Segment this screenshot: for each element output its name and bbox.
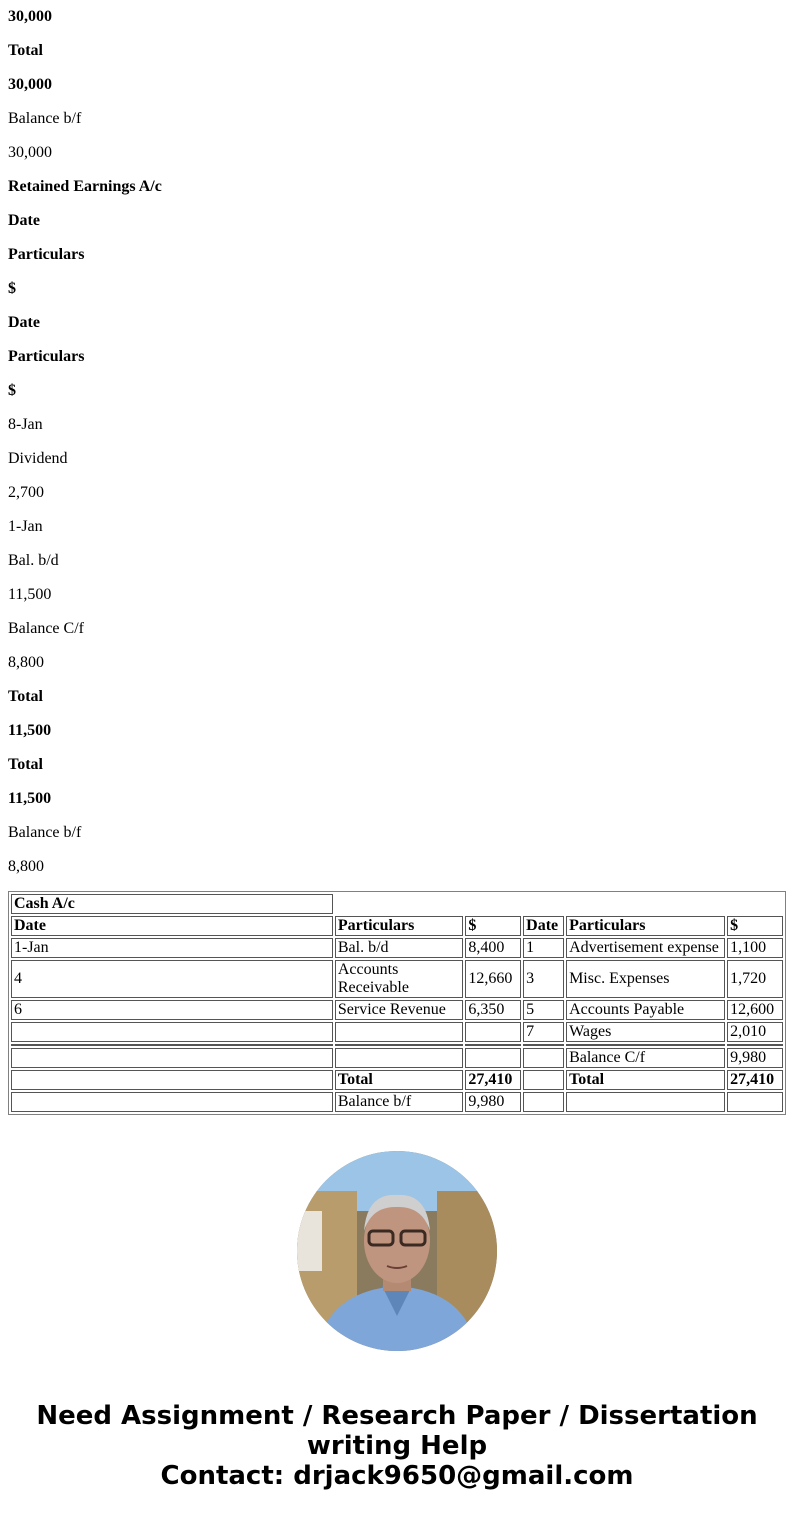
text-line: Balance b/f xyxy=(8,824,82,841)
table-cell: Advertisement expense xyxy=(566,938,725,958)
text-line: 30,000 xyxy=(8,8,52,25)
text-line: Balance b/f xyxy=(8,110,82,127)
text-line: 11,500 xyxy=(8,790,52,807)
text-line: Date xyxy=(8,212,40,229)
text-line: Total xyxy=(8,688,43,705)
table-cell: 6,350 xyxy=(465,1000,521,1020)
text-line: Bal. b/d xyxy=(8,552,59,569)
table-cell xyxy=(465,1022,521,1042)
cash-account-table xyxy=(8,891,786,1115)
table-cell: 8,400 xyxy=(465,938,521,958)
table-cell: Accounts Receivable xyxy=(335,960,464,998)
table-cell: 1 xyxy=(523,938,564,958)
table-cell: $ xyxy=(465,916,521,936)
text-line: Total xyxy=(8,42,43,59)
table-cell: Date xyxy=(11,916,333,936)
table-cell xyxy=(335,1048,464,1068)
table-cell: 6 xyxy=(11,1000,333,1020)
table-cell xyxy=(465,1048,521,1068)
table-cell: Date xyxy=(523,916,564,936)
table-cell xyxy=(11,1048,333,1068)
table-cell: 7 xyxy=(523,1022,564,1042)
table-cell: Particulars xyxy=(566,916,725,936)
table-cell xyxy=(727,1092,783,1112)
table-cell: 9,980 xyxy=(465,1092,521,1112)
table-cell: Total xyxy=(335,1070,464,1090)
text-line: $ xyxy=(8,382,16,399)
table-cell: 1-Jan xyxy=(11,938,333,958)
table-cell: 3 xyxy=(523,960,564,998)
text-line: Dividend xyxy=(8,450,68,467)
table-cell xyxy=(523,1092,564,1112)
table-cell: 5 xyxy=(523,1000,564,1020)
promo-line: Need Assignment / Research Paper / Dissertation writing Help xyxy=(36,1401,758,1461)
text-line: Retained Earnings A/c xyxy=(8,178,162,195)
text-line: 30,000 xyxy=(8,76,52,93)
table-cell: Total xyxy=(566,1070,725,1090)
table-title: Cash A/c xyxy=(11,894,333,914)
table-cell: 27,410 xyxy=(727,1070,783,1090)
table-cell: Wages xyxy=(566,1022,725,1042)
table-cell xyxy=(566,1092,725,1112)
table-cell: Balance b/f xyxy=(335,1092,464,1112)
text-line: 11,500 xyxy=(8,722,52,739)
table-row xyxy=(11,1000,783,1020)
table-cell: 27,410 xyxy=(465,1070,521,1090)
table-cell: $ xyxy=(727,916,783,936)
promo-banner xyxy=(0,1401,794,1491)
table-row xyxy=(11,1092,783,1112)
author-photo xyxy=(297,1151,497,1351)
table-row xyxy=(11,960,783,998)
text-line: 2,700 xyxy=(8,484,44,501)
contact-line: Contact: drjack9650@gmail.com xyxy=(160,1461,634,1491)
table-cell: Particulars xyxy=(335,916,464,936)
text-line: Total xyxy=(8,756,43,773)
table-cell: Bal. b/d xyxy=(335,938,464,958)
table-cell: 1,720 xyxy=(727,960,783,998)
table-cell xyxy=(335,1022,464,1042)
table-cell: Service Revenue xyxy=(335,1000,464,1020)
table-cell xyxy=(523,1070,564,1090)
table-cell: 2,010 xyxy=(727,1022,783,1042)
table-row xyxy=(11,1048,783,1068)
text-line: Date xyxy=(8,314,40,331)
table-cell: 9,980 xyxy=(727,1048,783,1068)
text-line: 11,500 xyxy=(8,586,52,603)
separator-row xyxy=(11,1044,783,1046)
table-row xyxy=(11,1022,783,1042)
table-cell: 1,100 xyxy=(727,938,783,958)
table-cell: Accounts Payable xyxy=(566,1000,725,1020)
text-line: $ xyxy=(8,280,16,297)
table-cell: 12,660 xyxy=(465,960,521,998)
retained-earnings-text xyxy=(8,8,786,876)
text-line: 8-Jan xyxy=(8,416,43,433)
text-line: Balance C/f xyxy=(8,620,84,637)
text-line: Particulars xyxy=(8,246,85,263)
text-line: Particulars xyxy=(8,348,85,365)
table-cell: 4 xyxy=(11,960,333,998)
text-line: 8,800 xyxy=(8,654,44,671)
table-row xyxy=(11,938,783,958)
text-line: 8,800 xyxy=(8,858,44,875)
table-row xyxy=(11,1070,783,1090)
table-cell: 12,600 xyxy=(727,1000,783,1020)
table-cell: Misc. Expenses xyxy=(566,960,725,998)
table-cell: Balance C/f xyxy=(566,1048,725,1068)
table-cell xyxy=(11,1070,333,1090)
text-line: 30,000 xyxy=(8,144,52,161)
table-cell xyxy=(11,1092,333,1112)
text-line: 1-Jan xyxy=(8,518,43,535)
table-header-row xyxy=(11,916,783,936)
table-cell xyxy=(523,1048,564,1068)
table-cell xyxy=(11,1022,333,1042)
